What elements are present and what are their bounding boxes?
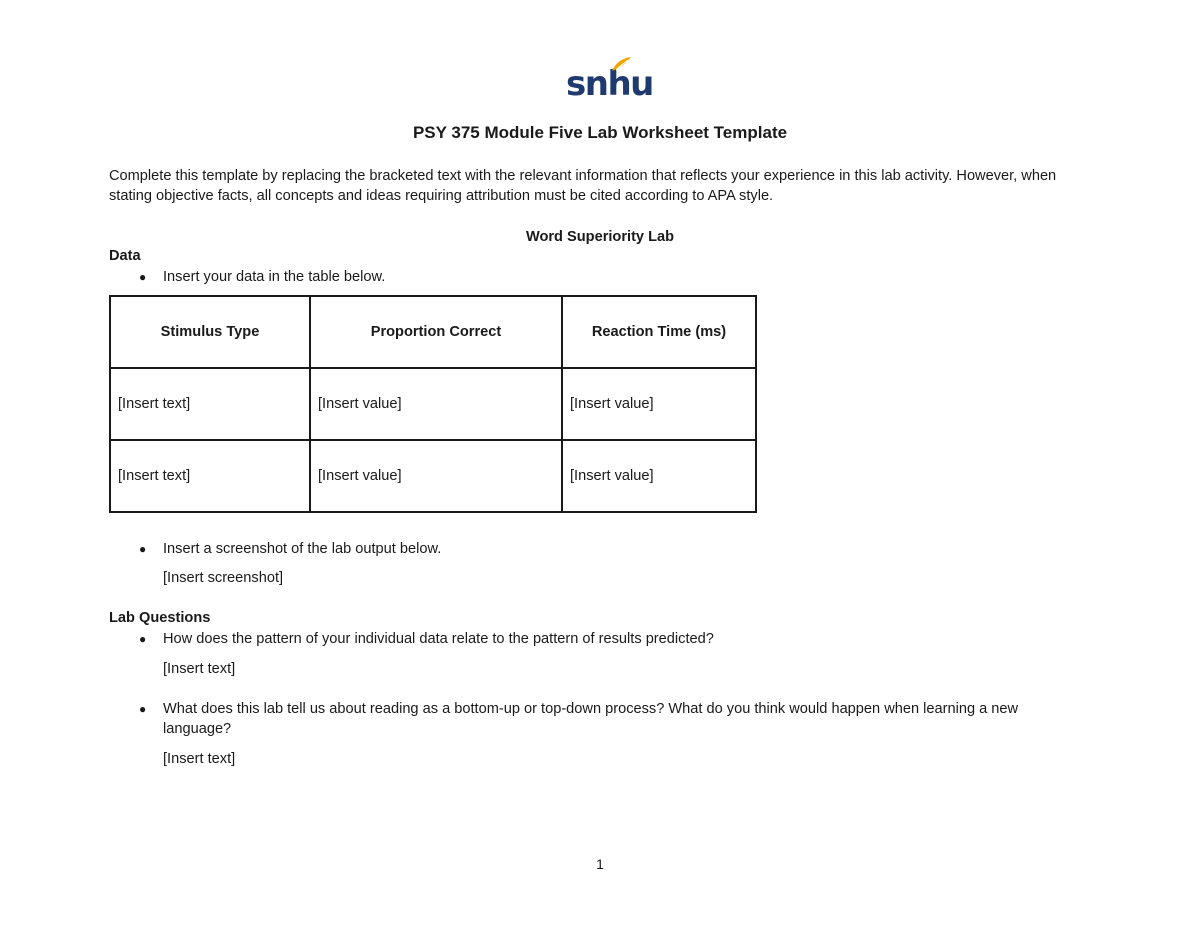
- screenshot-placeholder[interactable]: [Insert screenshot]: [163, 570, 284, 586]
- bullet-icon: ●: [139, 542, 147, 556]
- table-cell[interactable]: [Insert value]: [562, 440, 756, 512]
- bullet-text: Insert your data in the table below.: [163, 269, 386, 285]
- table-header-cell: Stimulus Type: [110, 296, 310, 368]
- data-heading: Data: [109, 248, 141, 264]
- snhu-logo: [566, 56, 653, 104]
- bullet-icon: ●: [139, 632, 147, 646]
- logo-text: snhu: [566, 64, 653, 104]
- lab-title: Word Superiority Lab: [525, 229, 675, 245]
- table-header-row: [110, 296, 756, 368]
- question-text: What does this lab tell us about reading as a bottom-up or top-down process? What do you think would happen when learning a new language?: [163, 701, 1019, 737]
- table-cell[interactable]: [Insert text]: [110, 368, 310, 440]
- answer-placeholder[interactable]: [Insert text]: [163, 661, 236, 677]
- document-title: PSY 375 Module Five Lab Worksheet Template: [412, 123, 788, 142]
- table-header-cell: Proportion Correct: [310, 296, 562, 368]
- table-cell[interactable]: [Insert value]: [310, 440, 562, 512]
- table-header-cell: Reaction Time (ms): [562, 296, 756, 368]
- table-row: [110, 368, 756, 440]
- data-table: [109, 295, 757, 513]
- question-text: How does the pattern of your individual data relate to the pattern of results predicted?: [163, 631, 714, 647]
- flame-leaf-icon: [610, 56, 632, 72]
- bullet-icon: ●: [139, 702, 147, 716]
- intro-paragraph: Complete this template by replacing the bracketed text with the relevant information that reflects your experience in this lab activity. However, when stating objective facts, all concepts and ideas requiring attribution must be cited according to APA style.: [109, 168, 1057, 204]
- table-cell[interactable]: [Insert value]: [310, 368, 562, 440]
- table-cell[interactable]: [Insert text]: [110, 440, 310, 512]
- table-row: [110, 440, 756, 512]
- lab-questions-heading: Lab Questions: [109, 610, 211, 626]
- bullet-text: Insert a screenshot of the lab output below.: [163, 541, 442, 557]
- table-cell[interactable]: [Insert value]: [562, 368, 756, 440]
- answer-placeholder[interactable]: [Insert text]: [163, 751, 236, 767]
- page-number: 1: [596, 856, 604, 872]
- bullet-icon: ●: [139, 270, 147, 284]
